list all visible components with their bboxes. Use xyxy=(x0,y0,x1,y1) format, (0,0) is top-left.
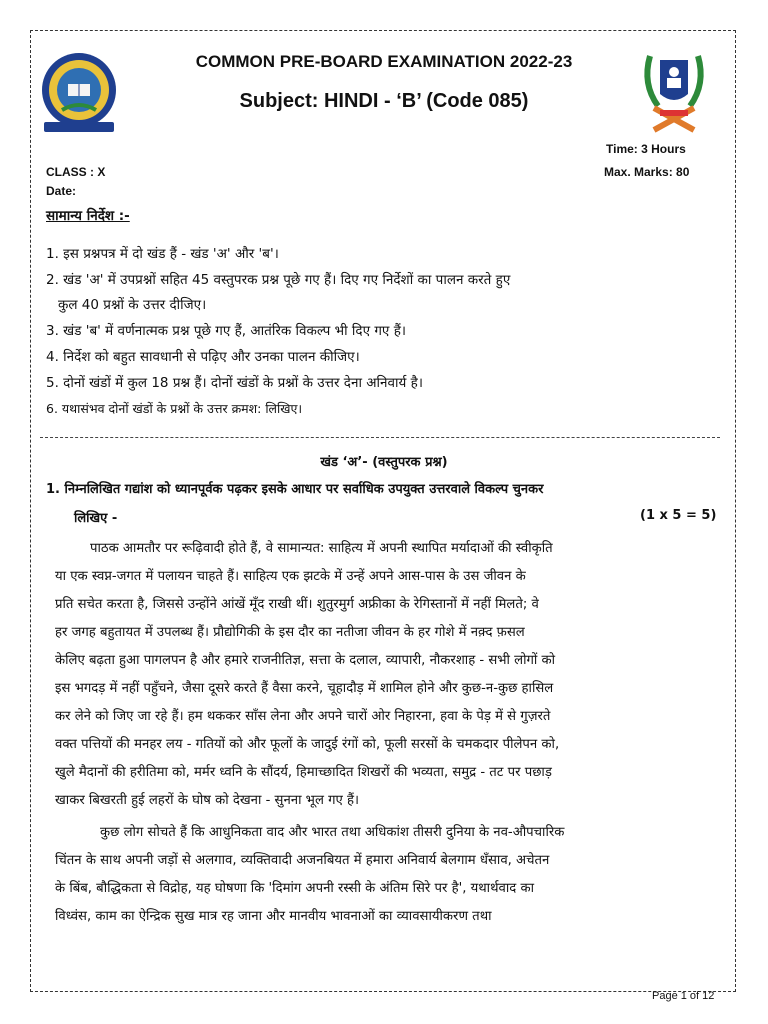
exam-title: COMMON PRE-BOARD EXAMINATION 2022-23 xyxy=(195,52,573,71)
section-divider xyxy=(40,437,720,438)
passage-line: चिंतन के साथ अपनी जड़ों से अलगाव, व्यक्तिवादी अजनबियत में हमारा अनिवार्य बेलगाम धँसाव, अचेतन xyxy=(55,853,550,868)
passage-line: के बिंब, बौद्धिकता से विद्रोह, यह घोषणा कि 'दिमांग अपनी रस्सी के अंतिम सिरे पर है', यथार्थवाद का xyxy=(55,881,534,896)
date-label: Date: xyxy=(46,184,77,198)
question-1-prompt-cont: लिखिए - xyxy=(74,511,118,526)
passage-line: केलिए बढ़ता हुआ पागलपन है और हमारे राजनीतिज्ञ, सत्ता के दलाल, व्यापारी, नौकरशाह - सभी लोगों को xyxy=(55,653,556,668)
instruction-item: 3. खंड 'ब' में वर्णनात्मक प्रश्न पूछे गए हैं, आतंरिक विकल्प भी दिए गए हैं। xyxy=(46,323,406,339)
passage-line: प्रति सचेत करता है, जिससे उन्होंने आंखें मूँद राखी थीं। शुतुरमुर्ग अफ्रीका के रेगिस्तानों में नहीं मिलते; वे xyxy=(55,597,539,612)
passage-line: पाठक आमतौर पर रूढ़िवादी होते हैं, वे सामान्यत: साहित्य में अपनी स्थापित मर्यादाओं की स्वीकृति xyxy=(90,541,553,556)
instruction-item: कुल 40 प्रश्नों के उत्तर दीजिए। xyxy=(58,297,207,313)
max-marks-label: Max. Marks: 80 xyxy=(604,165,690,179)
instruction-item: 1. इस प्रश्नपत्र में दो खंड हैं - खंड 'अ' और 'ब'। xyxy=(46,246,279,262)
passage-line: विध्वंस, काम का ऐन्द्रिक सुख मात्र रह जाना और मानवीय भावनाओं का व्यावसायीकरण तथा xyxy=(55,909,492,924)
passage-line: हर जगह बहुतायत में उपलब्ध हैं। प्रौद्योगिकी के इस दौर का नतीजा जीवन के हर गोशे में नक़्द फ़सल xyxy=(55,625,525,640)
passage-line: या एक स्वप्न-जगत में पलायन चाहते हैं। साहित्य एक झटके में उन्हें अपने आस-पास के उस जीवन के xyxy=(55,569,526,584)
question-1-prompt: 1. निम्नलिखित गद्यांश को ध्यानपूर्वक पढ़कर इसके आधार पर सर्वाधिक उपयुक्त उत्तरवाले विकल्प चुनकर xyxy=(46,482,544,497)
instruction-item: 2. खंड 'अ' में उपप्रश्नों सहित 45 वस्तुपरक प्रश्न पूछे गए हैं। दिए गए निर्देशों का पालन करते हुए xyxy=(46,272,511,288)
question-1-marks: (1 x 5 = 5) xyxy=(640,508,717,523)
time-label: Time: 3 Hours xyxy=(606,142,686,156)
instruction-item: 4. निर्देश को बहुत सावधानी से पढ़िए और उनका पालन कीजिए। xyxy=(46,349,360,365)
passage-line: खुले मैदानों की हरीतिमा को, मर्मर ध्वनि के सौंदर्य, हिमाच्छादित शिखरों की भव्यता, समुद्र - तट पर पछाड़ xyxy=(55,765,552,780)
passage-line: इस भगदड़ में नहीं पहुँचने, जैसा दूसरे करते हैं वैसा करने, चूहादौड़ में शामिल होने और कुछ-न-कुछ हासिल xyxy=(55,681,554,696)
page-number: Page 1 of 12 xyxy=(652,990,715,1002)
section-a-title: खंड ‘अ’- (वस्तुपरक प्रश्न) xyxy=(320,455,448,470)
passage-line: कुछ लोग सोचते हैं कि आधुनिकता वाद और भारत तथा अधिकांश तीसरी दुनिया के नव-औपचारिक xyxy=(100,825,565,840)
class-label: CLASS : X xyxy=(46,165,106,179)
instruction-item: 6. यथासंभव दोनों खंडों के प्रश्नों के उत्तर क्रमश: लिखिए। xyxy=(46,401,303,416)
instructions-heading: सामान्य निर्देश :- xyxy=(46,208,130,224)
instruction-item: 5. दोनों खंडों में कुल 18 प्रश्न हैं। दोनों खंडों के प्रश्नों के उत्तर देना अनिवार्य है। xyxy=(46,375,423,391)
passage-line: कर लेने को जिए जा रहे हैं। हम थककर साँस लेना और अपने चारों ओर निहारना, हवा के पेड़ में से गुज़रते xyxy=(55,709,551,724)
passage-line: वक्त पत्तियों की मनहर लय - गतियों को और फूलों के जादुई रंगों को, फूली सरसों के चमकदार पीलेपन को, xyxy=(55,737,560,752)
subject-title: Subject: HINDI - ‘B’ (Code 085) xyxy=(239,90,529,112)
passage-line: खाकर बिखरती हुई लहरों के घोष को देखना - सुनना भूल गए हैं। xyxy=(55,793,360,808)
